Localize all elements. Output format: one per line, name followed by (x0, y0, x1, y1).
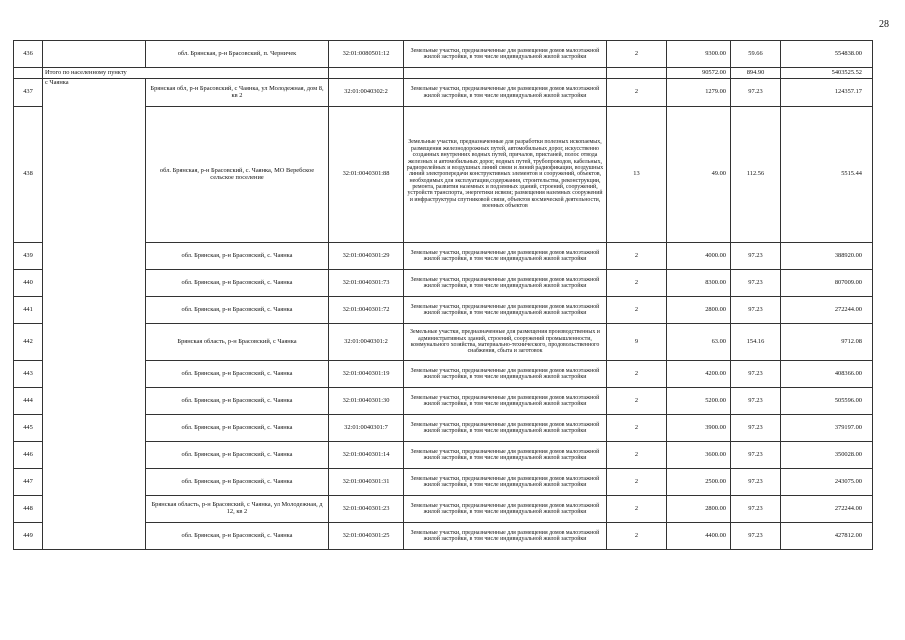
address-cell: обл. Брянская, р-н Брасовский, с. Чаянка (146, 388, 329, 415)
address-cell: Брянская область, р-н Брасовский, с Чаянка (146, 324, 329, 361)
cadastral-value-cell: 554838.00 (781, 41, 873, 68)
area-cell: 2800.00 (667, 496, 731, 523)
total-label: Итого по населенному пункту (43, 68, 329, 79)
cadastral-value-cell: 350028.00 (781, 442, 873, 469)
row-number: 443 (14, 361, 43, 388)
address-cell: обл. Брянская, р-н Брасовский, с. Чаянка (146, 469, 329, 496)
row-number: 445 (14, 415, 43, 442)
cadastral-value-cell: 427812.00 (781, 523, 873, 550)
land-use-cell: Земельные участки, предназначенные для размещения домов малоэтажной жилой застройки, в том числе индивидуальной жилой застройки (404, 388, 607, 415)
cadastral-number-cell: 32:01:0040301:19 (329, 361, 404, 388)
address-cell: обл. Брянская, р-н Брасовский, с. Чаянка, МО Веребское сельское поселение (146, 107, 329, 243)
row-number: 444 (14, 388, 43, 415)
cadastral-number-cell: 32:01:0040301:30 (329, 388, 404, 415)
locality-cell (43, 41, 146, 68)
land-use-cell: Земельные участки, предназначенные для размещения домов малоэтажной жилой застройки, в том числе индивидуальной жилой застройки (404, 442, 607, 469)
cadastral-value-cell: 243075.00 (781, 469, 873, 496)
row-number: 437 (14, 79, 43, 107)
cadastral-value-cell: 505596.00 (781, 388, 873, 415)
specific-value-cell: 59.66 (731, 41, 781, 68)
group-cell (607, 68, 667, 79)
address-cell: обл. Брянская, р-н Брасовский, с. Чаянка (146, 442, 329, 469)
cadastral-value-cell: 408366.00 (781, 361, 873, 388)
cadastral-number-cell: 32:01:0080501:12 (329, 41, 404, 68)
land-use-cell: Земельные участки, предназначенные для размещения домов малоэтажной жилой застройки, в том числе индивидуальной жилой застройки (404, 270, 607, 297)
area-cell: 63.00 (667, 324, 731, 361)
group-cell: 2 (607, 442, 667, 469)
land-use-cell (404, 68, 607, 79)
land-use-cell: Земельные участки, предназначенные для размещения домов малоэтажной жилой застройки, в том числе индивидуальной жилой застройки (404, 523, 607, 550)
page-number: 28 (879, 19, 889, 30)
land-use-cell: Земельные участки, предназначенные для размещения домов малоэтажной жилой застройки, в том числе индивидуальной жилой застройки (404, 41, 607, 68)
specific-value-cell: 97.23 (731, 361, 781, 388)
cadastral-number-cell: 32:01:0040301:23 (329, 496, 404, 523)
address-cell: обл. Брянская, р-н Брасовский, с. Чаянка (146, 361, 329, 388)
cadastral-number-cell (329, 68, 404, 79)
area-cell: 2800.00 (667, 297, 731, 324)
cadastral-value-cell: 379197.00 (781, 415, 873, 442)
land-use-cell: Земельные участки, предназначенные для размещения домов малоэтажной жилой застройки, в том числе индивидуальной жилой застройки (404, 243, 607, 270)
address-cell: Брянская обл, р-н Брасовский, с Чаянка, ул Молодежная, дом 8, кв 2 (146, 79, 329, 107)
specific-value-cell: 97.23 (731, 270, 781, 297)
cadastral-value-cell: 124357.17 (781, 79, 873, 107)
area-cell: 49.00 (667, 107, 731, 243)
row-number: 447 (14, 469, 43, 496)
table-body (14, 41, 873, 550)
cadastral-value-cell: 272244.00 (781, 297, 873, 324)
address-cell: обл. Брянская, р-н Брасовский, с. Чаянка (146, 415, 329, 442)
address-cell: обл. Брянская, р-н Брасовский, с. Чаянка (146, 270, 329, 297)
cadastral-number-cell: 32:01:0040301:88 (329, 107, 404, 243)
row-number: 446 (14, 442, 43, 469)
row-number: 436 (14, 41, 43, 68)
total-row (14, 68, 873, 79)
group-cell: 2 (607, 469, 667, 496)
area-cell: 5200.00 (667, 388, 731, 415)
row-number: 441 (14, 297, 43, 324)
total-area-cell: 90572.00 (667, 68, 731, 79)
specific-value-cell: 97.23 (731, 243, 781, 270)
area-cell: 4000.00 (667, 243, 731, 270)
area-cell: 3600.00 (667, 442, 731, 469)
address-cell: обл. Брянская, р-н Брасовский, с. Чаянка (146, 297, 329, 324)
group-cell: 2 (607, 243, 667, 270)
group-cell: 2 (607, 79, 667, 107)
specific-value-cell: 154.16 (731, 324, 781, 361)
cadastral-number-cell: 32:01:0040301:73 (329, 270, 404, 297)
cadastral-value-cell: 807009.00 (781, 270, 873, 297)
address-cell: обл. Брянская, р-н Брасовский, п. Черничек (146, 41, 329, 68)
area-cell: 3900.00 (667, 415, 731, 442)
specific-value-cell: 97.23 (731, 388, 781, 415)
cadastral-value-cell: 272244.00 (781, 496, 873, 523)
group-cell: 2 (607, 297, 667, 324)
area-cell: 1279.00 (667, 79, 731, 107)
specific-value-cell: 97.23 (731, 496, 781, 523)
land-use-cell: Земельные участки, предназначенные для размещения домов малоэтажной жилой застройки, в том числе индивидуальной жилой застройки (404, 297, 607, 324)
row-number: 449 (14, 523, 43, 550)
land-use-cell: Земельные участки, предназначенные для размещения домов малоэтажной жилой застройки, в том числе индивидуальной жилой застройки (404, 496, 607, 523)
locality-name: с Чаянка (43, 79, 146, 550)
area-cell: 4400.00 (667, 523, 731, 550)
land-use-cell: Земельные участки, предназначенные для разработки полезных ископаемых, размещения железнодорожных путей, автомобильных дорог, искусственно созданных внутренних водных путей, причалов, пристаней, полос отвода железных и автомобильных дорог, водных путей, трубопроводов, кабельных, радиорелейных и воздушных линий связи и линий радиофикации, воздушных линий электропередачи конструктивных элементов и сооружений, объектов, необходимых для эксплуатации,содержания, строительства, реконструкции, ремонта, развития наземных и подземных зданий, строений, сооружений, устройств транспорта, энергетики исвязи; размещения наземных сооружений и инфраструктуры спутниковой связи, объектов космической деятельности, военных объектов (404, 107, 607, 243)
cadastral-number-cell: 32:01:0040301:2 (329, 324, 404, 361)
row-number: 439 (14, 243, 43, 270)
group-cell: 2 (607, 270, 667, 297)
land-use-cell: Земельные участки, предназначенные для размещения домов малоэтажной жилой застройки, в том числе индивидуальной жилой застройки (404, 361, 607, 388)
group-cell: 2 (607, 415, 667, 442)
land-use-cell: Земельные участки, предназначенные для размещения домов малоэтажной жилой застройки, в том числе индивидуальной жилой застройки (404, 415, 607, 442)
group-cell: 9 (607, 324, 667, 361)
group-cell: 2 (607, 41, 667, 68)
cadastral-number-cell: 32:01:0040301:72 (329, 297, 404, 324)
specific-value-cell: 97.23 (731, 442, 781, 469)
cadastral-number-cell: 32:01:0040302:2 (329, 79, 404, 107)
row-number: 448 (14, 496, 43, 523)
cadastral-number-cell: 32:01:0040301:7 (329, 415, 404, 442)
group-cell: 2 (607, 496, 667, 523)
area-cell: 9300.00 (667, 41, 731, 68)
specific-value-cell: 97.23 (731, 469, 781, 496)
area-cell: 8300.00 (667, 270, 731, 297)
cadastral-value-cell: 388920.00 (781, 243, 873, 270)
row-number (14, 68, 43, 79)
cadastral-value-table (13, 40, 873, 550)
total-cadastral-value-cell: 5403525.52 (781, 68, 873, 79)
group-cell: 2 (607, 361, 667, 388)
land-use-cell: Земельные участки, предназначенные для размещения домов малоэтажной жилой застройки, в том числе индивидуальной жилой застройки (404, 469, 607, 496)
specific-value-cell: 97.23 (731, 79, 781, 107)
land-use-cell: Земельные участки, предназначенные для размещения производственных и административных зданий, строений, сооружений промышленности, коммунального хозяйства, материально-технического, продовольственного снабжения, сбыта и заготовок (404, 324, 607, 361)
total-specific-value-cell: 894.90 (731, 68, 781, 79)
cadastral-number-cell: 32:01:0040301:14 (329, 442, 404, 469)
area-cell: 2500.00 (667, 469, 731, 496)
address-cell: обл. Брянская, р-н Брасовский, с. Чаянка (146, 243, 329, 270)
cadastral-value-cell: 5515.44 (781, 107, 873, 243)
table-row (14, 41, 873, 68)
row-number: 440 (14, 270, 43, 297)
cadastral-number-cell: 32:01:0040301:29 (329, 243, 404, 270)
group-cell: 13 (607, 107, 667, 243)
specific-value-cell: 97.23 (731, 297, 781, 324)
specific-value-cell: 97.23 (731, 415, 781, 442)
cadastral-number-cell: 32:01:0040301:25 (329, 523, 404, 550)
specific-value-cell: 97.23 (731, 523, 781, 550)
row-number: 442 (14, 324, 43, 361)
cadastral-number-cell: 32:01:0040301:31 (329, 469, 404, 496)
cadastral-value-cell: 9712.08 (781, 324, 873, 361)
group-cell: 2 (607, 523, 667, 550)
table-row (14, 79, 873, 107)
address-cell: обл. Брянская, р-н Брасовский, с. Чаянка (146, 523, 329, 550)
land-use-cell: Земельные участки, предназначенные для размещения домов малоэтажной жилой застройки, в том числе индивидуальной жилой застройки (404, 79, 607, 107)
area-cell: 4200.00 (667, 361, 731, 388)
address-cell: Брянская область, р-н Брасовский, с Чаянка, ул Молодежная, д 12, кв 2 (146, 496, 329, 523)
row-number: 438 (14, 107, 43, 243)
group-cell: 2 (607, 388, 667, 415)
specific-value-cell: 112.56 (731, 107, 781, 243)
